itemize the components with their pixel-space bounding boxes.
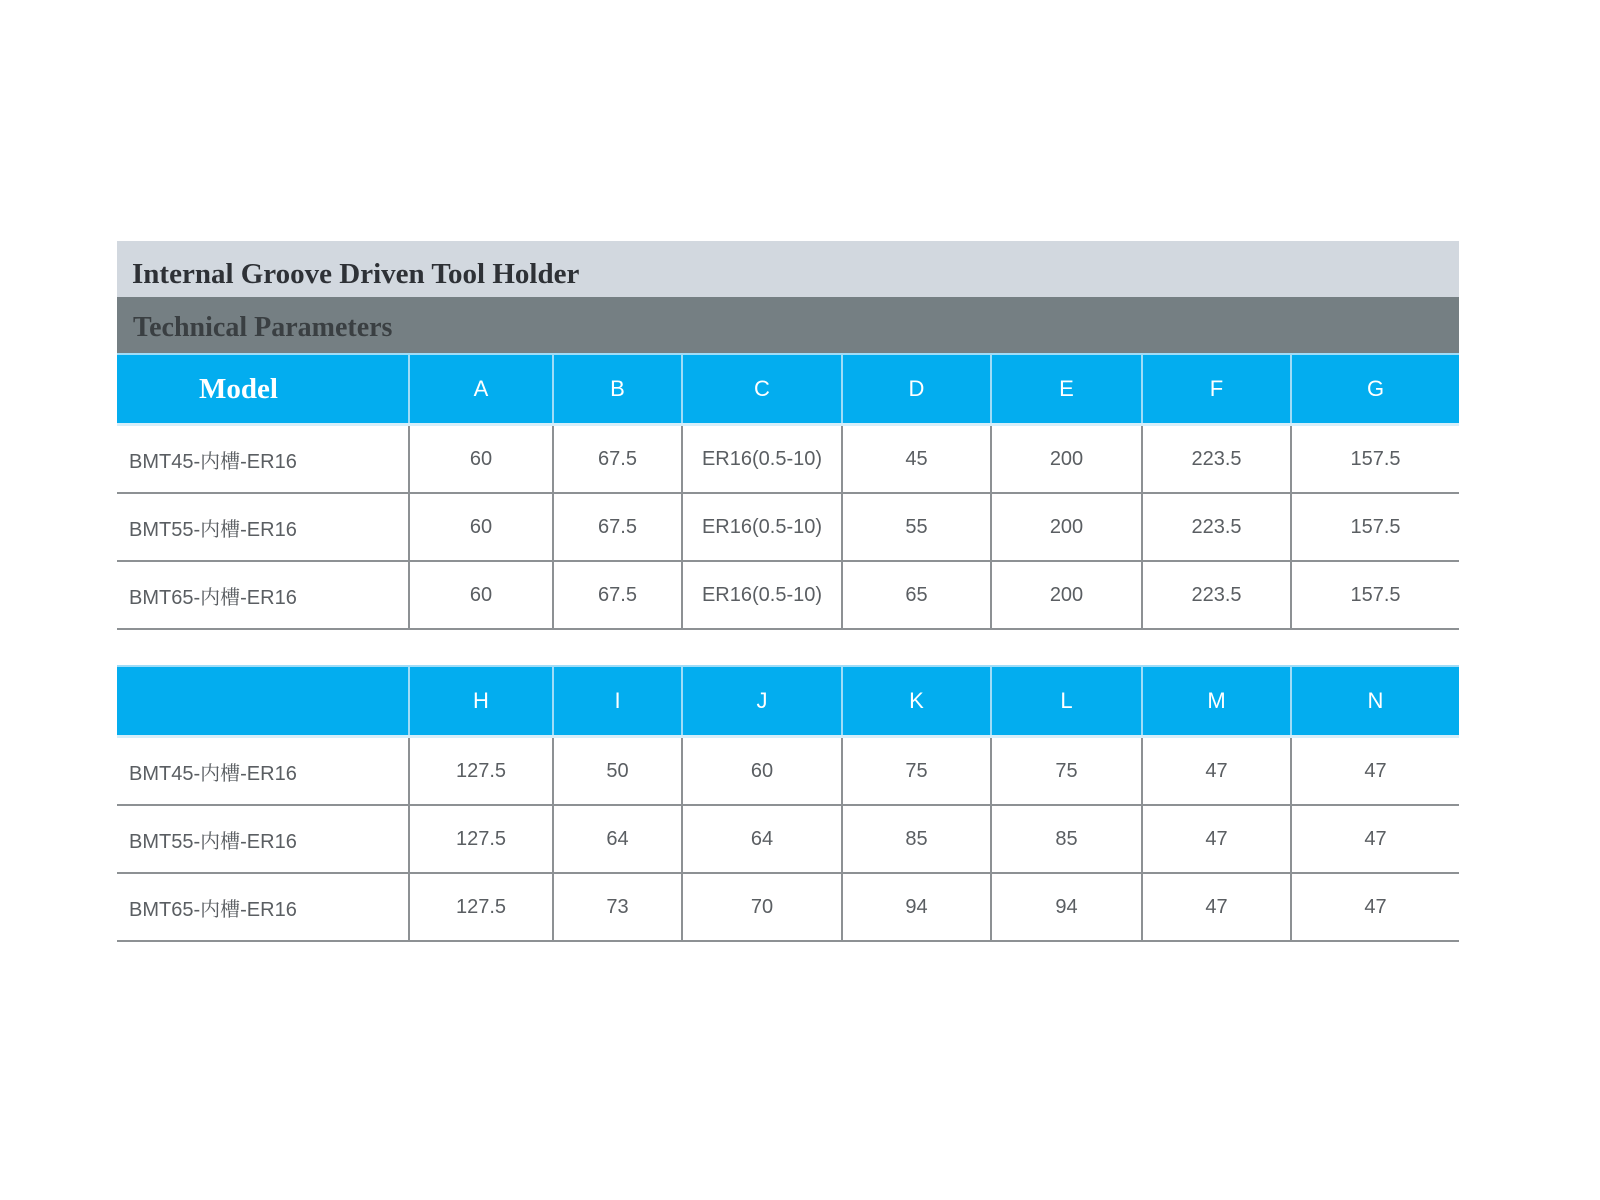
value-cell: ER16(0.5-10) xyxy=(682,493,842,561)
column-header-k: K xyxy=(842,666,991,737)
value-cell: 67.5 xyxy=(553,493,682,561)
value-cell: 94 xyxy=(842,873,991,941)
value-cell: 223.5 xyxy=(1142,561,1291,629)
value-cell: 127.5 xyxy=(409,737,553,806)
value-cell: 47 xyxy=(1142,737,1291,806)
value-cell: 64 xyxy=(682,805,842,873)
table-row xyxy=(117,737,1459,806)
value-cell: 47 xyxy=(1142,873,1291,941)
value-cell: 223.5 xyxy=(1142,493,1291,561)
column-header-blank xyxy=(117,666,409,737)
value-cell: 60 xyxy=(409,425,553,494)
parameters-table-1 xyxy=(117,353,1459,630)
value-cell: 70 xyxy=(682,873,842,941)
table-spacer xyxy=(117,630,1459,665)
parameters-table-2 xyxy=(117,665,1459,942)
value-cell: 200 xyxy=(991,425,1142,494)
table-header-row xyxy=(117,354,1459,425)
spec-sheet xyxy=(117,241,1459,942)
model-cell: BMT45-内槽-ER16 xyxy=(117,737,409,806)
value-cell: 157.5 xyxy=(1291,493,1459,561)
model-cell: BMT65-内槽-ER16 xyxy=(117,873,409,941)
value-cell: 47 xyxy=(1291,805,1459,873)
column-header-e: E xyxy=(991,354,1142,425)
column-header-l: L xyxy=(991,666,1142,737)
table-row xyxy=(117,561,1459,629)
value-cell: 94 xyxy=(991,873,1142,941)
column-header-a: A xyxy=(409,354,553,425)
value-cell: 157.5 xyxy=(1291,425,1459,494)
value-cell: 60 xyxy=(409,493,553,561)
column-header-model: Model xyxy=(117,354,409,425)
column-header-c: C xyxy=(682,354,842,425)
value-cell: 60 xyxy=(682,737,842,806)
value-cell: ER16(0.5-10) xyxy=(682,425,842,494)
column-header-d: D xyxy=(842,354,991,425)
column-header-n: N xyxy=(1291,666,1459,737)
column-header-m: M xyxy=(1142,666,1291,737)
model-cell: BMT55-内槽-ER16 xyxy=(117,805,409,873)
value-cell: 55 xyxy=(842,493,991,561)
table-header-row xyxy=(117,666,1459,737)
value-cell: 223.5 xyxy=(1142,425,1291,494)
document-title: Internal Groove Driven Tool Holder xyxy=(132,257,580,290)
table-row xyxy=(117,493,1459,561)
model-cell: BMT45-内槽-ER16 xyxy=(117,425,409,494)
model-cell: BMT65-内槽-ER16 xyxy=(117,561,409,629)
column-header-h: H xyxy=(409,666,553,737)
value-cell: 64 xyxy=(553,805,682,873)
value-cell: 67.5 xyxy=(553,425,682,494)
value-cell: 85 xyxy=(842,805,991,873)
column-header-b: B xyxy=(553,354,682,425)
value-cell: 45 xyxy=(842,425,991,494)
value-cell: 65 xyxy=(842,561,991,629)
table-row xyxy=(117,805,1459,873)
column-header-f: F xyxy=(1142,354,1291,425)
value-cell: 47 xyxy=(1291,873,1459,941)
value-cell: 60 xyxy=(409,561,553,629)
value-cell: 73 xyxy=(553,873,682,941)
value-cell: 47 xyxy=(1291,737,1459,806)
value-cell: 67.5 xyxy=(553,561,682,629)
value-cell: 157.5 xyxy=(1291,561,1459,629)
value-cell: 127.5 xyxy=(409,873,553,941)
title-bar xyxy=(117,241,1459,297)
value-cell: 47 xyxy=(1142,805,1291,873)
column-header-j: J xyxy=(682,666,842,737)
model-cell: BMT55-内槽-ER16 xyxy=(117,493,409,561)
value-cell: 200 xyxy=(991,493,1142,561)
table-row xyxy=(117,425,1459,494)
value-cell: ER16(0.5-10) xyxy=(682,561,842,629)
value-cell: 127.5 xyxy=(409,805,553,873)
column-header-g: G xyxy=(1291,354,1459,425)
subtitle-bar xyxy=(117,297,1459,353)
value-cell: 200 xyxy=(991,561,1142,629)
value-cell: 75 xyxy=(991,737,1142,806)
section-subtitle: Technical Parameters xyxy=(133,312,393,343)
table-row xyxy=(117,873,1459,941)
column-header-i: I xyxy=(553,666,682,737)
value-cell: 75 xyxy=(842,737,991,806)
value-cell: 85 xyxy=(991,805,1142,873)
value-cell: 50 xyxy=(553,737,682,806)
